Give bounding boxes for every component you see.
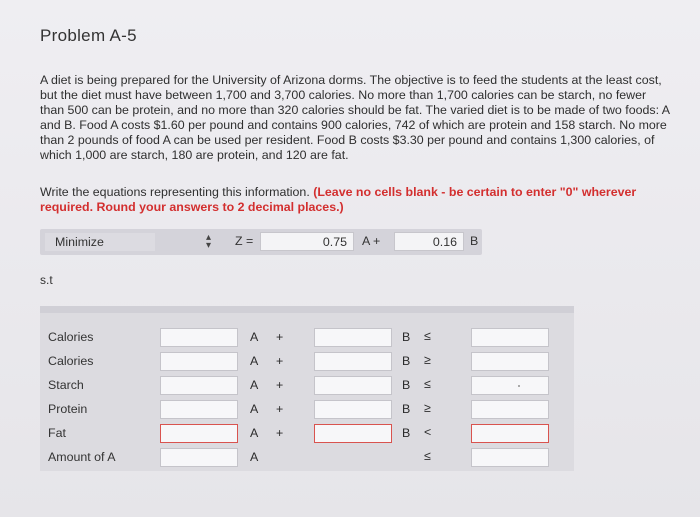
relation-sign: ≤	[424, 449, 431, 463]
plus-sign: +	[276, 378, 284, 392]
rhs-input[interactable]	[471, 400, 549, 419]
select-arrows-icon[interactable]	[206, 234, 211, 250]
coef-a-input[interactable]	[160, 328, 238, 347]
constraint-label: Calories	[48, 354, 94, 368]
page-title: Problem A-5	[40, 26, 137, 45]
relation-sign: ≥	[424, 401, 431, 415]
plus-sign: +	[276, 354, 284, 368]
plus-sign: +	[276, 402, 284, 416]
rhs-input[interactable]	[471, 424, 549, 443]
var-a: A	[250, 402, 259, 416]
var-b: B	[402, 402, 411, 416]
relation-sign: <	[424, 425, 432, 439]
relation-sign: ≤	[424, 377, 431, 391]
constraint-row	[40, 350, 574, 373]
var-b: B	[402, 354, 411, 368]
objective-select[interactable]: Minimize	[45, 233, 155, 251]
constraints-table	[40, 306, 574, 471]
coef-b-input[interactable]	[314, 424, 392, 443]
constraint-label: Starch	[48, 378, 84, 392]
coef-b-input[interactable]	[314, 400, 392, 419]
coef-b-input[interactable]	[314, 376, 392, 395]
rhs-input[interactable]	[471, 328, 549, 347]
var-a: A	[250, 426, 259, 440]
arrow-down-icon: ▾	[206, 240, 212, 251]
coef-a-input[interactable]	[160, 352, 238, 371]
constraint-row	[40, 446, 574, 469]
constraint-row	[40, 398, 574, 421]
plus-sign: +	[276, 330, 284, 344]
constraint-row	[40, 374, 574, 397]
constraint-label: Amount of A	[48, 450, 116, 464]
coef-a-input[interactable]	[160, 400, 238, 419]
arrow-up-icon: ▴	[206, 232, 212, 243]
coef-a-input[interactable]	[160, 376, 238, 395]
var-a: A	[250, 330, 259, 344]
rhs-input[interactable]	[471, 352, 549, 371]
constraint-label: Fat	[48, 426, 66, 440]
constraint-row	[40, 326, 574, 349]
rhs-input[interactable]	[471, 448, 549, 467]
coef-b-input[interactable]	[314, 352, 392, 371]
constraint-label: Calories	[48, 330, 94, 344]
var-b: B	[402, 330, 411, 344]
relation-sign: ≥	[424, 353, 431, 367]
instruction-text: Write the equations representing this information.	[40, 185, 310, 199]
instruction	[40, 185, 670, 215]
objective-coef-a-input[interactable]: 0.75	[260, 232, 354, 251]
rhs-input[interactable]	[471, 376, 549, 395]
cursor-dot	[518, 385, 520, 387]
var-b: B	[402, 426, 411, 440]
coef-a-input[interactable]	[160, 448, 238, 467]
var-a: A	[250, 450, 259, 464]
constraint-row	[40, 422, 574, 445]
var-a: A	[250, 354, 259, 368]
objective-var-a: A +	[362, 234, 381, 248]
z-label: Z =	[235, 234, 254, 248]
var-a: A	[250, 378, 259, 392]
var-b: B	[402, 378, 411, 392]
subject-to-label: s.t	[40, 273, 53, 287]
objective-bar	[40, 229, 482, 255]
relation-sign: ≤	[424, 329, 431, 343]
objective-var-b: B	[470, 234, 479, 248]
plus-sign: +	[276, 426, 284, 440]
problem-description: A diet is being prepared for the University of Arizona dorms. The objective is to feed the students at the least cost, but the diet must have between 1,700 and 3,700 calories. No more than 1,700 calories can be starch, no fewer than 500 can be protein, and no more than 320 calories should be fat. The varied diet is to be made of two foods: A and B. Food A costs $1.60 per pound and contains 900 calories, 742 of which are protein and 158 starch. No more than 2 pounds of food A can be used per resident. Food B costs $3.30 per pound and contains 1,300 calories, of which 1,000 are starch, 180 are protein, and 120 are fat.	[40, 73, 670, 162]
constraint-label: Protein	[48, 402, 88, 416]
objective-coef-b-input[interactable]: 0.16	[394, 232, 464, 251]
instruction-note: (Leave no cells blank - be certain to enter "0" wherever required. Round your answers to 2 decimal places.)	[40, 185, 637, 214]
coef-b-input[interactable]	[314, 328, 392, 347]
coef-a-input[interactable]	[160, 424, 238, 443]
